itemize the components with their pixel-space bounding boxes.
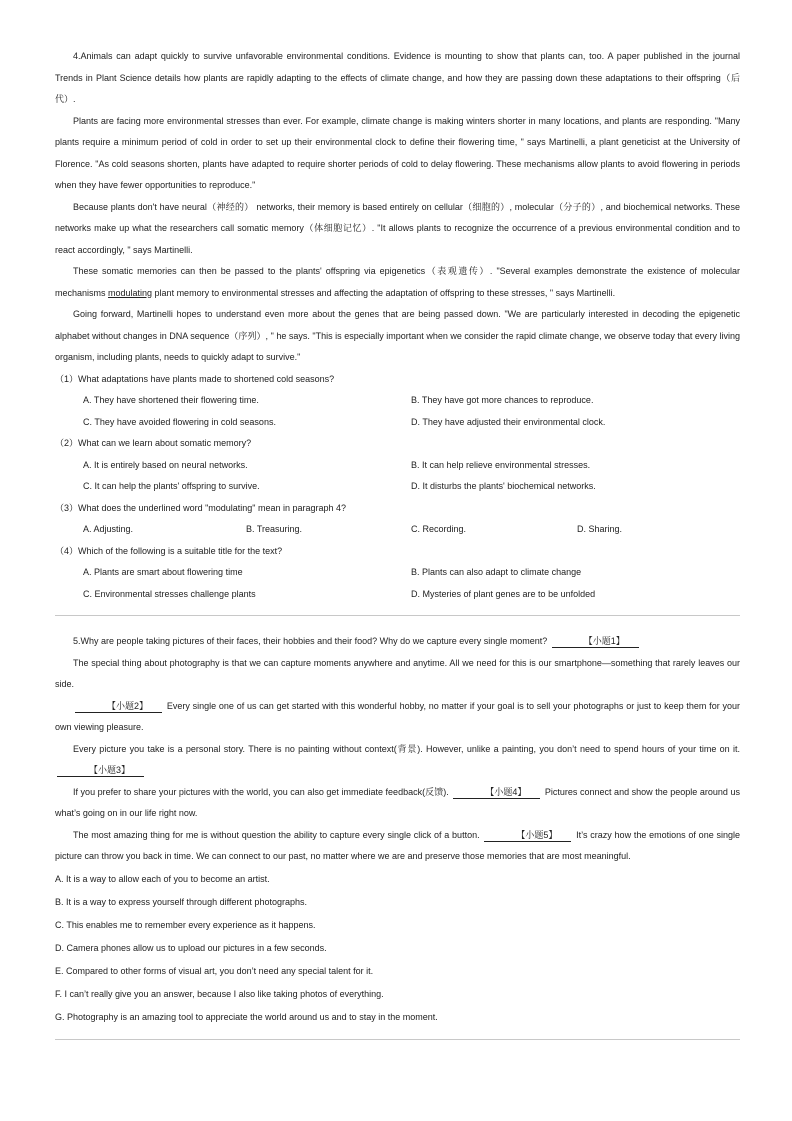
choice-f[interactable]: F. I can’t really give you an answer, because I also like taking photos of everything. — [55, 988, 384, 999]
paragraph-5-text-end: Pictures connect and show the people around us what’s going on in our life right now. — [55, 786, 740, 818]
passage-5-paragraph-4 — [55, 739, 740, 782]
question-3-option-d[interactable]: D. Sharing. — [577, 524, 623, 534]
paragraph-4-text-end: plant memory to environmental stresses and affecting the adaptation of offspring to these stresses, " says Martinelli. — [152, 287, 616, 298]
blank-3[interactable]: 【小题3】 — [57, 765, 144, 777]
section-divider — [55, 615, 740, 616]
question-3 — [55, 498, 740, 541]
passage-5-paragraph-3 — [55, 696, 740, 739]
question-4-option-c[interactable]: C. Environmental stresses challenge plants — [83, 588, 256, 599]
question-2 — [55, 433, 740, 498]
blank-2[interactable]: 【小题2】 — [75, 701, 162, 713]
blank-1[interactable]: 【小题1】 — [552, 636, 639, 648]
choice-a[interactable]: A. It is a way to allow each of you to become an artist. — [55, 873, 270, 884]
question-2-option-a[interactable]: A. It is entirely based on neural networks. — [83, 459, 248, 470]
passage-5-paragraph-5 — [55, 782, 740, 825]
passage-4-paragraph-5: Going forward, Martinelli hopes to understand even more about the genes that are being passed down. "We are particularly interested in decoding the epigenetic alphabet without changes in DNA sequence（序列）, " he says. "This is especially important when we consider the rapid climate change, we observe today that every living organism, including plants, needs to quickly adapt to survive." — [55, 309, 740, 362]
section-divider-bottom — [55, 1039, 740, 1040]
paragraph-6-text-end: It’s crazy how the emotions of one single picture can throw you back in time. We can connect to our past, no matter where we are and preserve those memories that are most meaningful. — [55, 829, 740, 861]
question-3-option-c[interactable]: C. Recording. — [411, 524, 467, 534]
paragraph-3-text: Every single one of us can get started with this wonderful hobby, no matter if your goal is to sell your photographs or just to keep them for your own viewing pleasure. — [55, 700, 740, 732]
worksheet — [55, 46, 740, 1055]
passage-4 — [55, 46, 740, 605]
question-4 — [55, 541, 740, 606]
question-2-option-d[interactable]: D. It disturbs the plants' biochemical networks. — [411, 481, 596, 491]
question-4-option-a[interactable]: A. Plants are smart about flowering time — [83, 567, 243, 577]
passage-4-paragraph-2: Plants are facing more environmental stresses than ever. For example, climate change is making winters shorter in many locations, and plants are responding. "Many plants require a minimum period of cold in order to set up their environmental clock to define their flowering time, " says Martinelli, a plant geneticist at the University of Florence. "As cold seasons shorten, plants have adapted to require shorter periods of cold to delay flowering. These mechanisms allow plants to avoid flowering in periods when they have fewer opportunities to reproduce." — [55, 115, 740, 190]
question-2-option-c[interactable]: C. It can help the plants' offspring to survive. — [83, 481, 260, 491]
passage-5-paragraph-6 — [55, 825, 740, 868]
question-1-option-d[interactable]: D. They have adjusted their environmental clock. — [411, 416, 606, 427]
choice-list — [55, 868, 740, 1029]
question-4-option-b[interactable]: B. Plants can also adapt to climate change — [411, 567, 582, 577]
blank-5[interactable]: 【小题5】 — [484, 830, 571, 842]
question-1-option-a[interactable]: A. They have shortened their flowering time. — [83, 395, 259, 405]
passage-4-paragraph-1: 4.Animals can adapt quickly to survive unfavorable environmental conditions. Evidence is mounting to show that plants can, too. A paper published in the journal Trends in Plant Science details how plants are rapidly adapting to the effects of climate change, and how they are passing down these adaptations to their offspring（后代）. — [55, 51, 740, 104]
choice-c[interactable]: C. This enables me to remember every experience as it happens. — [55, 919, 316, 930]
passage-5-paragraph-2: The special thing about photography is that we can capture moments anywhere and anytime. All we need for this is our smartphone—something that rarely leaves our side. — [55, 657, 740, 689]
paragraph-6-text-start: The most amazing thing for me is without question the ability to capture every single click of a button. — [73, 829, 480, 840]
underlined-word-modulating: modulating — [108, 287, 153, 298]
paragraph-4-text-start: These somatic memories can then be passed to the plants' offspring via epigenetics（表观遗传）. "Several examples demonstrate the existence of molecular mechanisms — [55, 266, 740, 298]
question-1-stem: （1）What adaptations have plants made to shortened cold seasons? — [55, 373, 335, 384]
question-3-option-a[interactable]: A. Adjusting. — [83, 524, 134, 534]
choice-b[interactable]: B. It is a way to express yourself through different photographs. — [55, 896, 307, 907]
passage-4-paragraph-4 — [55, 261, 740, 304]
passage-4-paragraph-3: Because plants don't have neural（神经的） networks, their memory is based entirely on cellular（细胞的）, molecular（分子的）, and biochemical networks. These networks make up what the researchers call somatic memory（体细胞记忆）. "It allows plants to recognize the occurrence of a previous environmental condition and to react accordingly, " says Martinelli. — [55, 201, 740, 255]
paragraph-1-text: 5.Why are people taking pictures of their faces, their hobbies and their food? Why do we capture every single moment? — [73, 636, 548, 646]
choice-g[interactable]: G. Photography is an amazing tool to appreciate the world around us and to stay in the moment. — [55, 1011, 438, 1022]
choice-d[interactable]: D. Camera phones allow us to upload our pictures in a few seconds. — [55, 942, 327, 953]
question-2-stem: （2）What can we learn about somatic memory? — [55, 438, 252, 448]
question-2-option-b[interactable]: B. It can help relieve environmental stresses. — [411, 459, 591, 470]
question-4-stem: （4）Which of the following is a suitable title for the text? — [55, 545, 283, 556]
question-1-option-b[interactable]: B. They have got more chances to reproduce. — [411, 395, 594, 405]
question-1-option-c[interactable]: C. They have avoided flowering in cold seasons. — [83, 416, 276, 427]
question-4-option-d[interactable]: D. Mysteries of plant genes are to be unfolded — [411, 588, 596, 599]
passage-5-paragraph-1 — [55, 631, 740, 653]
choice-e[interactable]: E. Compared to other forms of visual art, you don’t need any special talent for it. — [55, 965, 374, 976]
passage-5 — [55, 631, 740, 1029]
blank-4[interactable]: 【小题4】 — [453, 787, 540, 799]
paragraph-4-text: Every picture you take is a personal story. There is no painting without context(背景). However, unlike a painting, you don’t need to spend hours of your time on it. — [73, 743, 740, 754]
question-3-option-b[interactable]: B. Treasuring. — [246, 524, 303, 534]
question-3-stem: （3）What does the underlined word "modulating" mean in paragraph 4? — [55, 502, 347, 513]
paragraph-5-text-start: If you prefer to share your pictures with the world, you can also get immediate feedback(反馈). — [73, 786, 449, 797]
question-1 — [55, 369, 740, 434]
